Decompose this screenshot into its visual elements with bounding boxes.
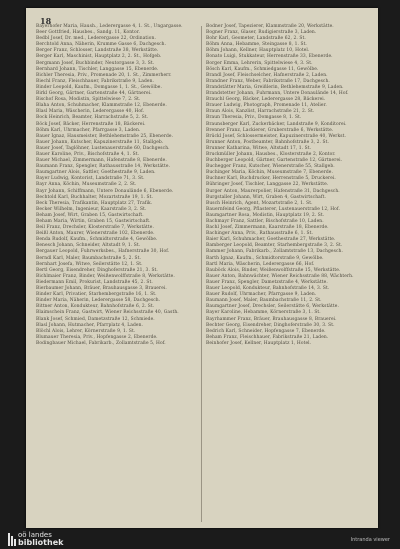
directory-entry: Blasl Maria, Wäscherin, Lederergasse 40, Hof. xyxy=(36,109,145,115)
directory-entry: Braun Theresia, Priv., Domgasse 8, 1. St. xyxy=(206,115,302,121)
directory-entry: Burger Anton, Maurerpolier, Hafenstraße 31, Dachgesch. xyxy=(206,188,340,194)
directory-entry: Bichler Theresia, Priv., Promenade 20, 1. St., Zimmerherr. xyxy=(36,72,172,78)
directory-entry: Berger Karl, Maschinist, Hauptplatz 2, 2. St., Hofgeb. xyxy=(36,54,162,60)
directory-entry: Bauer Johann, Kutscher, Kapuzinerstraße 11, Stallgeb. xyxy=(36,139,164,145)
directory-entry: Blank Josef, Schmied, Dametzstraße 12, Schmiede. xyxy=(36,316,155,322)
directory-entry: Bierbaumer Johann, Bräuer, Brauhausgasse 3, Brauerei. xyxy=(36,286,167,292)
directory-entry: Baumgartner Rosa, Modistin, Hauptplatz 19, 2. St. xyxy=(206,212,325,218)
directory-entry: Brandl Josef, Fleischselcher, Hafnerstraße 2, Laden. xyxy=(206,72,328,78)
directory-entry: Bayrhammer Franz, Bräuer, Brauhausgasse 8, Brauerei. xyxy=(206,316,337,322)
directory-entry: Bertl Georg, Eisendreher, Dinghoferstraße 21, 3. St. xyxy=(36,267,158,273)
directory-entry: Biechl Franz, Fleischhauer, Fabrikstraße 9, Laden. xyxy=(36,78,155,84)
directory-entry: Bauer Franz, Spengler, Dametzstraße 4, Werkstätte. xyxy=(206,279,328,285)
right-column xyxy=(206,24,368,347)
directory-entry: Bachl Josef, Zimmermann, Kaarstraße 18, Ebenerde. xyxy=(206,225,329,231)
directory-entry: Bauer Leopold, Kondukteur, Bahnhofstraße 14, 3. St. xyxy=(206,286,330,292)
directory-entry: Bischof Rosa, Modistin, Spittelwiese 7, 2. St. xyxy=(36,97,141,103)
directory-entry: Bechtold Karl, Buchhalter, Mozartstraße 19, 1. St. xyxy=(36,194,154,200)
left-column xyxy=(36,24,198,347)
directory-entry: Brückl Josef, Schlossermeister, Kapuzinerstraße 40, Werkst. xyxy=(206,133,346,139)
directory-entry: Benda Rudolf, Kaufm., Schmidtorstraße 4, Gewölbe. xyxy=(36,237,158,243)
directory-entry: Bayerhofer Maria, Haush., Lederergasse 4, 1. St., Ungargasse. xyxy=(36,24,183,29)
directory-entry: Bodner Josef, Tapezierer, Klammstraße 20, Werkstätte. xyxy=(206,24,334,29)
directory-entry: Baumgartner Alois, Sattler, Goethestraße 9, Laden. xyxy=(36,170,156,176)
directory-entry: Brunner Anton, Postbeamter, Bahnhofstraße 3, 2. St. xyxy=(206,139,330,145)
logo-text-line1: oö landes xyxy=(18,531,52,539)
directory-entry: Bayr Anna, Köchin, Museumstraße 2, 2. St. xyxy=(36,182,137,188)
directory-entry: Bayer Ludwig, Kontorist, Landstraße 71, 3. St. xyxy=(36,176,145,182)
directory-entry: Beinhofer Josef, Kellner, Hauptplatz 1, Hotel. xyxy=(206,340,312,346)
directory-entry: Brandstetter Johann, Fuhrmann, Untere Donaulände 14, Hof. xyxy=(206,91,349,97)
directory-entry: Brandstätter Maria, Greißlerin, Bethlehemstraße 9, Laden. xyxy=(206,84,344,90)
directory-entry: Becker Wilhelm, Ingenieur, Kaarstraße 3, 2. St. xyxy=(36,206,147,212)
directory-entry: Böhm Karl, Uhrmacher, Pfarrgasse 3, Laden. xyxy=(36,127,141,133)
directory-entry: Bedrich Karl, Schneider, Hopfengasse 7, Ebenerde. xyxy=(206,328,326,334)
directory-entry: Bodingbauer Michael, Fabrikarb., Zollamtstraße 5, Hof. xyxy=(36,340,166,346)
directory-entry: Bauernfeind Georg, Pflasterer, Lustenauerstraße 12, Hof. xyxy=(206,206,340,212)
directory-entry: Bohr Karl, Geometer, Landstraße 62, 2. St. xyxy=(206,36,306,42)
directory-entry: Beham Franz, Fleischhauer, Fabrikstraße 21, Laden. xyxy=(206,334,329,340)
directory-entry: Busch Heinrich, Agent, Mozartstraße 2, 1. St. xyxy=(206,200,313,206)
directory-entry: Beham Josef, Wirt, Graben 15, Gastwirtschaft. xyxy=(36,212,144,218)
directory-entry: Benesch Johann, Schneider, Altstadt 9, 1. St. xyxy=(36,243,141,249)
directory-entry: Buchberger Leopold, Gärtner, Gartenstraße 12, Gärtnerei. xyxy=(206,158,343,164)
directory-entry: Binder Karl, Privatier, Starhembergstraße 16, 1. St. xyxy=(36,292,157,298)
directory-entry: Bechter Georg, Eisendreher, Dinghoferstraße 30, 3. St. xyxy=(206,322,335,328)
directory-entry: Buchinger Maria, Köchin, Museumstraße 7, Ebenerde. xyxy=(206,170,333,176)
directory-entry: Bauer Ignaz, Hausmeister, Bethlehemstraße 25, Ebenerde. xyxy=(36,133,174,139)
directory-entry: Berger Franz, Schlosser, Landstraße 38, Werkstätte. xyxy=(36,48,159,54)
viewer-label: Intranda viewer xyxy=(350,537,390,543)
directory-entry: Binder Maria, Näherin, Lederergasse 58, Dachgesch. xyxy=(36,298,161,304)
directory-entry: Bittner Anton, Kondukteur, Bahnhofstraße 6, 2. St. xyxy=(36,304,155,310)
directory-entry: Blasl Johann, Hutmacher, Pfarrplatz 4, Laden. xyxy=(36,322,144,328)
directory-entry: Bergmann Josef, Buchbinder, Neutorgasse 3, 3. St. xyxy=(36,60,155,66)
directory-entry: Buchner Karl, Buchdrucker, Herrenstraße 5, Druckerei. xyxy=(206,176,336,182)
directory-entry: Beißl Anton, Maurer, Wienerstraße 102, Ebenerde. xyxy=(36,231,155,237)
directory-entry: Bock Heinrich, Beamter, Harrachstraße 5, 2. St. xyxy=(36,115,149,121)
directory-entry: Bauer Karoline, Priv., Bischofstraße 4, 1. St. xyxy=(36,151,140,157)
directory-entry: Birkl Georg, Gärtner, Gartenstraße 44, Gärtnerei. xyxy=(36,91,152,97)
directory-entry: Bachinger Anna, Priv., Rathausstraße 6, 1. St. xyxy=(206,231,314,237)
directory-entry: Binder Leopold, Kaufm., Domgasse 1, 1. St., Gewölbe. xyxy=(36,84,162,90)
scanned-page xyxy=(26,8,378,528)
directory-entry: Brandner Franz, Weber, Fabrikstraße 17, Dachgesch. xyxy=(206,78,330,84)
directory-entry: Bedbl Josef, Dr. med., Lederergasse 22, Ordination. xyxy=(36,36,156,42)
column-divider xyxy=(201,26,202,522)
directory-entry: Bauer Anton, Bahnwächter, Wiener Reichsstraße 88, Wächterh. xyxy=(206,273,354,279)
directory-entry: Blaha Anton, Schuhmacher, Klammstraße 12, Ebenerde. xyxy=(36,103,167,109)
directory-entry: Blumauer Theresia, Priv., Hopfengasse 2, Ebenerde. xyxy=(36,334,158,340)
directory-entry: Beer Gottfried, Hausbes., Sandg. 11, Kontor. xyxy=(36,30,140,36)
directory-entry: Bauer Josef, Taglöhner, Lustenauerstraße 60, Dachgesch. xyxy=(36,145,170,151)
directory-entry: Bartl Maria, Wäscherin, Lederergasse 66, Hof. xyxy=(206,261,315,267)
directory-entry: Braun Alois, Kanzlist, Harrachstraße 21, 2. St. xyxy=(206,109,315,115)
directory-entry: Blöchl Alois, Lehrer, Körnerstraße 9, 1. St. xyxy=(36,328,136,334)
directory-entry: Bichlmaier Franz, Binder, Weißenwolffstraße 8, Werkstätte. xyxy=(36,273,175,279)
viewer-footer xyxy=(0,530,400,549)
directory-entry: Bachmayr Franz, Sattler, Bischofstraße 10, Laden. xyxy=(206,219,324,224)
directory-entry: Bauer Rudolf, Uhrmacher, Pfarrgasse 9, Laden. xyxy=(206,292,317,298)
directory-entry: Buchegger Franz, Kutscher, Wienerstraße 55, Stallgeb. xyxy=(206,164,335,170)
directory-entry: Böhm Anna, Hebamme, Steingasse 8, 1. St. xyxy=(206,42,307,48)
directory-entry: Bayer Karoline, Hebamme, Körnerstraße 3, 1. St. xyxy=(206,310,321,316)
directory-entry: Barth Ignaz, Kaufm., Schmidtorstraße 9, Gewölbe. xyxy=(206,255,324,261)
directory-entry: Baumgartner Josef, Drechsler, Seilerstätte 6, Werkstätte. xyxy=(206,304,339,310)
directory-entry: Bammer Johann, Fabrikarb., Zollamtstraße 13, Dachgesch. xyxy=(206,249,343,255)
directory-entry: Beck Theresia, Trafikantin, Hauptplatz 27, Trafik. xyxy=(36,200,153,206)
directory-entry: Brenner Franz, Lackierer, Gruberstraße 6, Werkstätte. xyxy=(206,127,334,133)
directory-entry: Burgstaller Johann, Wirt, Graben 4, Gastwirtschaft. xyxy=(206,194,326,200)
directory-entry: Bauböck Alois, Binder, Weißenwolffstraße 15, Werkstätte. xyxy=(206,267,341,273)
directory-entry: Blaimschein Franz, Gastwirt, Wiener Reichsstraße 40, Gasth. xyxy=(36,310,179,316)
directory-entry: Bonato Luigi, Stukkateur, Herrenstraße 33, Ebenerde. xyxy=(206,54,333,60)
directory-entry: Bamberger Leopold, Beamter, Starhembergstraße 3, 2. St. xyxy=(206,243,343,249)
directory-entry: Brunner Katharina, Witwe, Altstadt 17, 1. St. xyxy=(206,145,312,151)
directory-entry: Bernhard Johann, Tischler, Langgasse 15, Ebenerde. xyxy=(36,66,159,72)
directory-entry: Bernhart Josefa, Witwe, Seilerstätte 12, 1. St. xyxy=(36,261,143,267)
directory-entry: Bruckmüller Johann, Hausbes., Klosterstraße 2, Kontor. xyxy=(206,151,336,157)
directory-entry: Bösch Karl, Kaufm., Schmiedgasse 11, Gewölbe. xyxy=(206,66,319,72)
directory-entry: Baier Karl, Schuhmacher, Goethestraße 27, Werkstätte. xyxy=(206,237,336,243)
directory-entry: Beil Franz, Drechsler, Klosterstraße 7, Werkstätte. xyxy=(36,225,154,231)
directory-entry: Bauer Michael, Zimmermann, Hafenstraße 8, Ebenerde. xyxy=(36,158,167,164)
directory-entry: Beham Maria, Wirtin, Graben 15, Gastwirtschaft. xyxy=(36,219,151,224)
directory-entry: Baumann Josef, Maler, Baumbachstraße 11, 2. St. xyxy=(206,298,322,304)
directory-entry: Bergauer Leopold, Fuhrwerksbes., Hafnerstraße 30, Hof. xyxy=(36,249,170,255)
directory-entry: Brauer Ludwig, Photograph, Promenade 11, Atelier. xyxy=(206,103,327,109)
directory-entry: Biedermann Emil, Prokurist, Landstraße 45, 2. St. xyxy=(36,279,153,285)
logo-text-line2: bibliothek xyxy=(18,538,64,547)
directory-entry: Berchtold Anna, Näherin, Krumme Gasse 6, Dachgesch. xyxy=(36,42,167,48)
directory-entry: Borger Emma, Lehrerin, Spittelwiese 4, 3. St. xyxy=(206,60,313,66)
page-number: 18 xyxy=(40,16,52,26)
directory-entry: Baumann Franz, Spengler, Rathausstraße 14, Werkstätte. xyxy=(36,164,171,170)
directory-entry: Bühringer Josef, Tischler, Langgasse 22, Werkstätte. xyxy=(206,182,329,188)
directory-entry: Braunsberger Karl, Zuckerbäcker, Landstraße 9, Konditorei. xyxy=(206,121,347,127)
directory-entry: Berndl Karl, Maler, Baumbachstraße 5, 2. St. xyxy=(36,255,142,261)
directory-entry: Böhm Johann, Kellner, Hauptplatz 10, Hotel. xyxy=(206,48,310,54)
directory-entry: Brauchl Georg, Bäcker, Lederergasse 28, Bäckerei. xyxy=(206,97,326,103)
directory-entry: Böck Josef, Bäcker, Herrenstraße 18, Bäckerei. xyxy=(36,121,146,127)
directory-entry: Bogner Franz, Glaser, Rudigierstraße 3, Laden. xyxy=(206,30,317,36)
directory-entry: Bayr Johann, Schiffmann, Untere Donaulände 6, Ebenerde. xyxy=(36,188,174,194)
library-logo-icon xyxy=(8,533,16,546)
